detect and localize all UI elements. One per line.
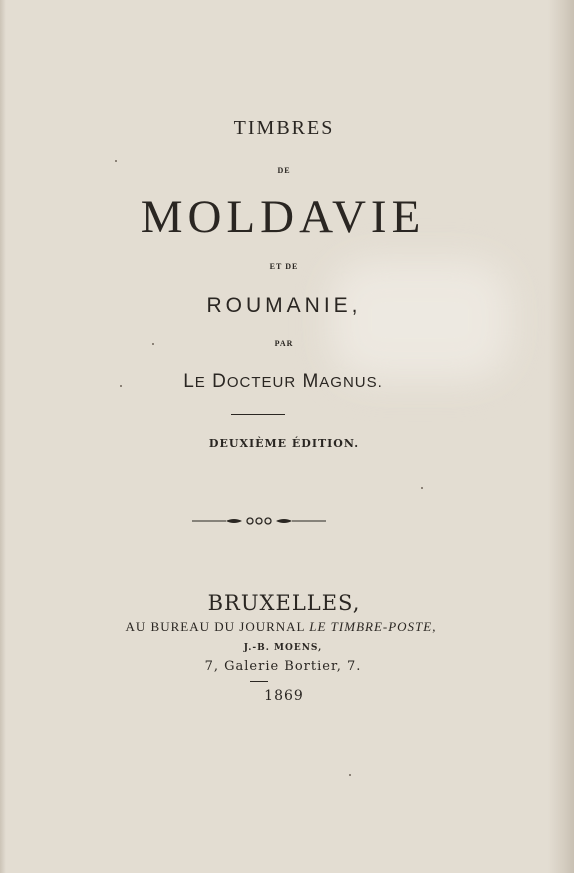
title-line-roumanie: ROUMANIE, [206, 294, 362, 317]
title-line-timbres: TIMBRES [233, 117, 335, 139]
city-line: BRUXELLES, [207, 591, 361, 615]
paper-speck [120, 385, 122, 387]
edition-line: DEUXIÈME ÉDITION. [208, 437, 360, 450]
main-title-moldavie: MOLDAVIE [140, 191, 426, 243]
address-line: 7, Galerie Bortier, 7. [204, 659, 362, 674]
bureau-line [0, 619, 568, 635]
journal-name: LE TIMBRE-POSTE, [309, 619, 437, 634]
author-line [0, 371, 570, 393]
author-magnus-rest: AGNUS. [319, 374, 383, 391]
connector-de: DE [277, 166, 291, 175]
paper-speck [152, 343, 154, 345]
divider-rule [231, 414, 285, 415]
paper-speck [421, 487, 423, 489]
year-line: 1869 [264, 688, 304, 704]
paper-light-patch [330, 260, 510, 380]
author-magnus-initial: M [302, 371, 320, 392]
author-docteur-rest: OCTEUR [226, 374, 297, 391]
year-rule [250, 681, 268, 682]
ornamental-divider [190, 514, 330, 528]
paper-speck [349, 774, 351, 776]
author-le-rest: E [194, 374, 206, 391]
paper-speck [115, 160, 117, 162]
publisher-line: J.-B. MOENS, [243, 643, 323, 653]
connector-et-de: ET DE [269, 262, 299, 271]
author-docteur-initial: D [212, 371, 227, 392]
author-le-initial: L [183, 371, 195, 392]
bureau-prefix: AU BUREAU DU JOURNAL [125, 619, 306, 634]
connector-par: PAR [274, 339, 294, 348]
